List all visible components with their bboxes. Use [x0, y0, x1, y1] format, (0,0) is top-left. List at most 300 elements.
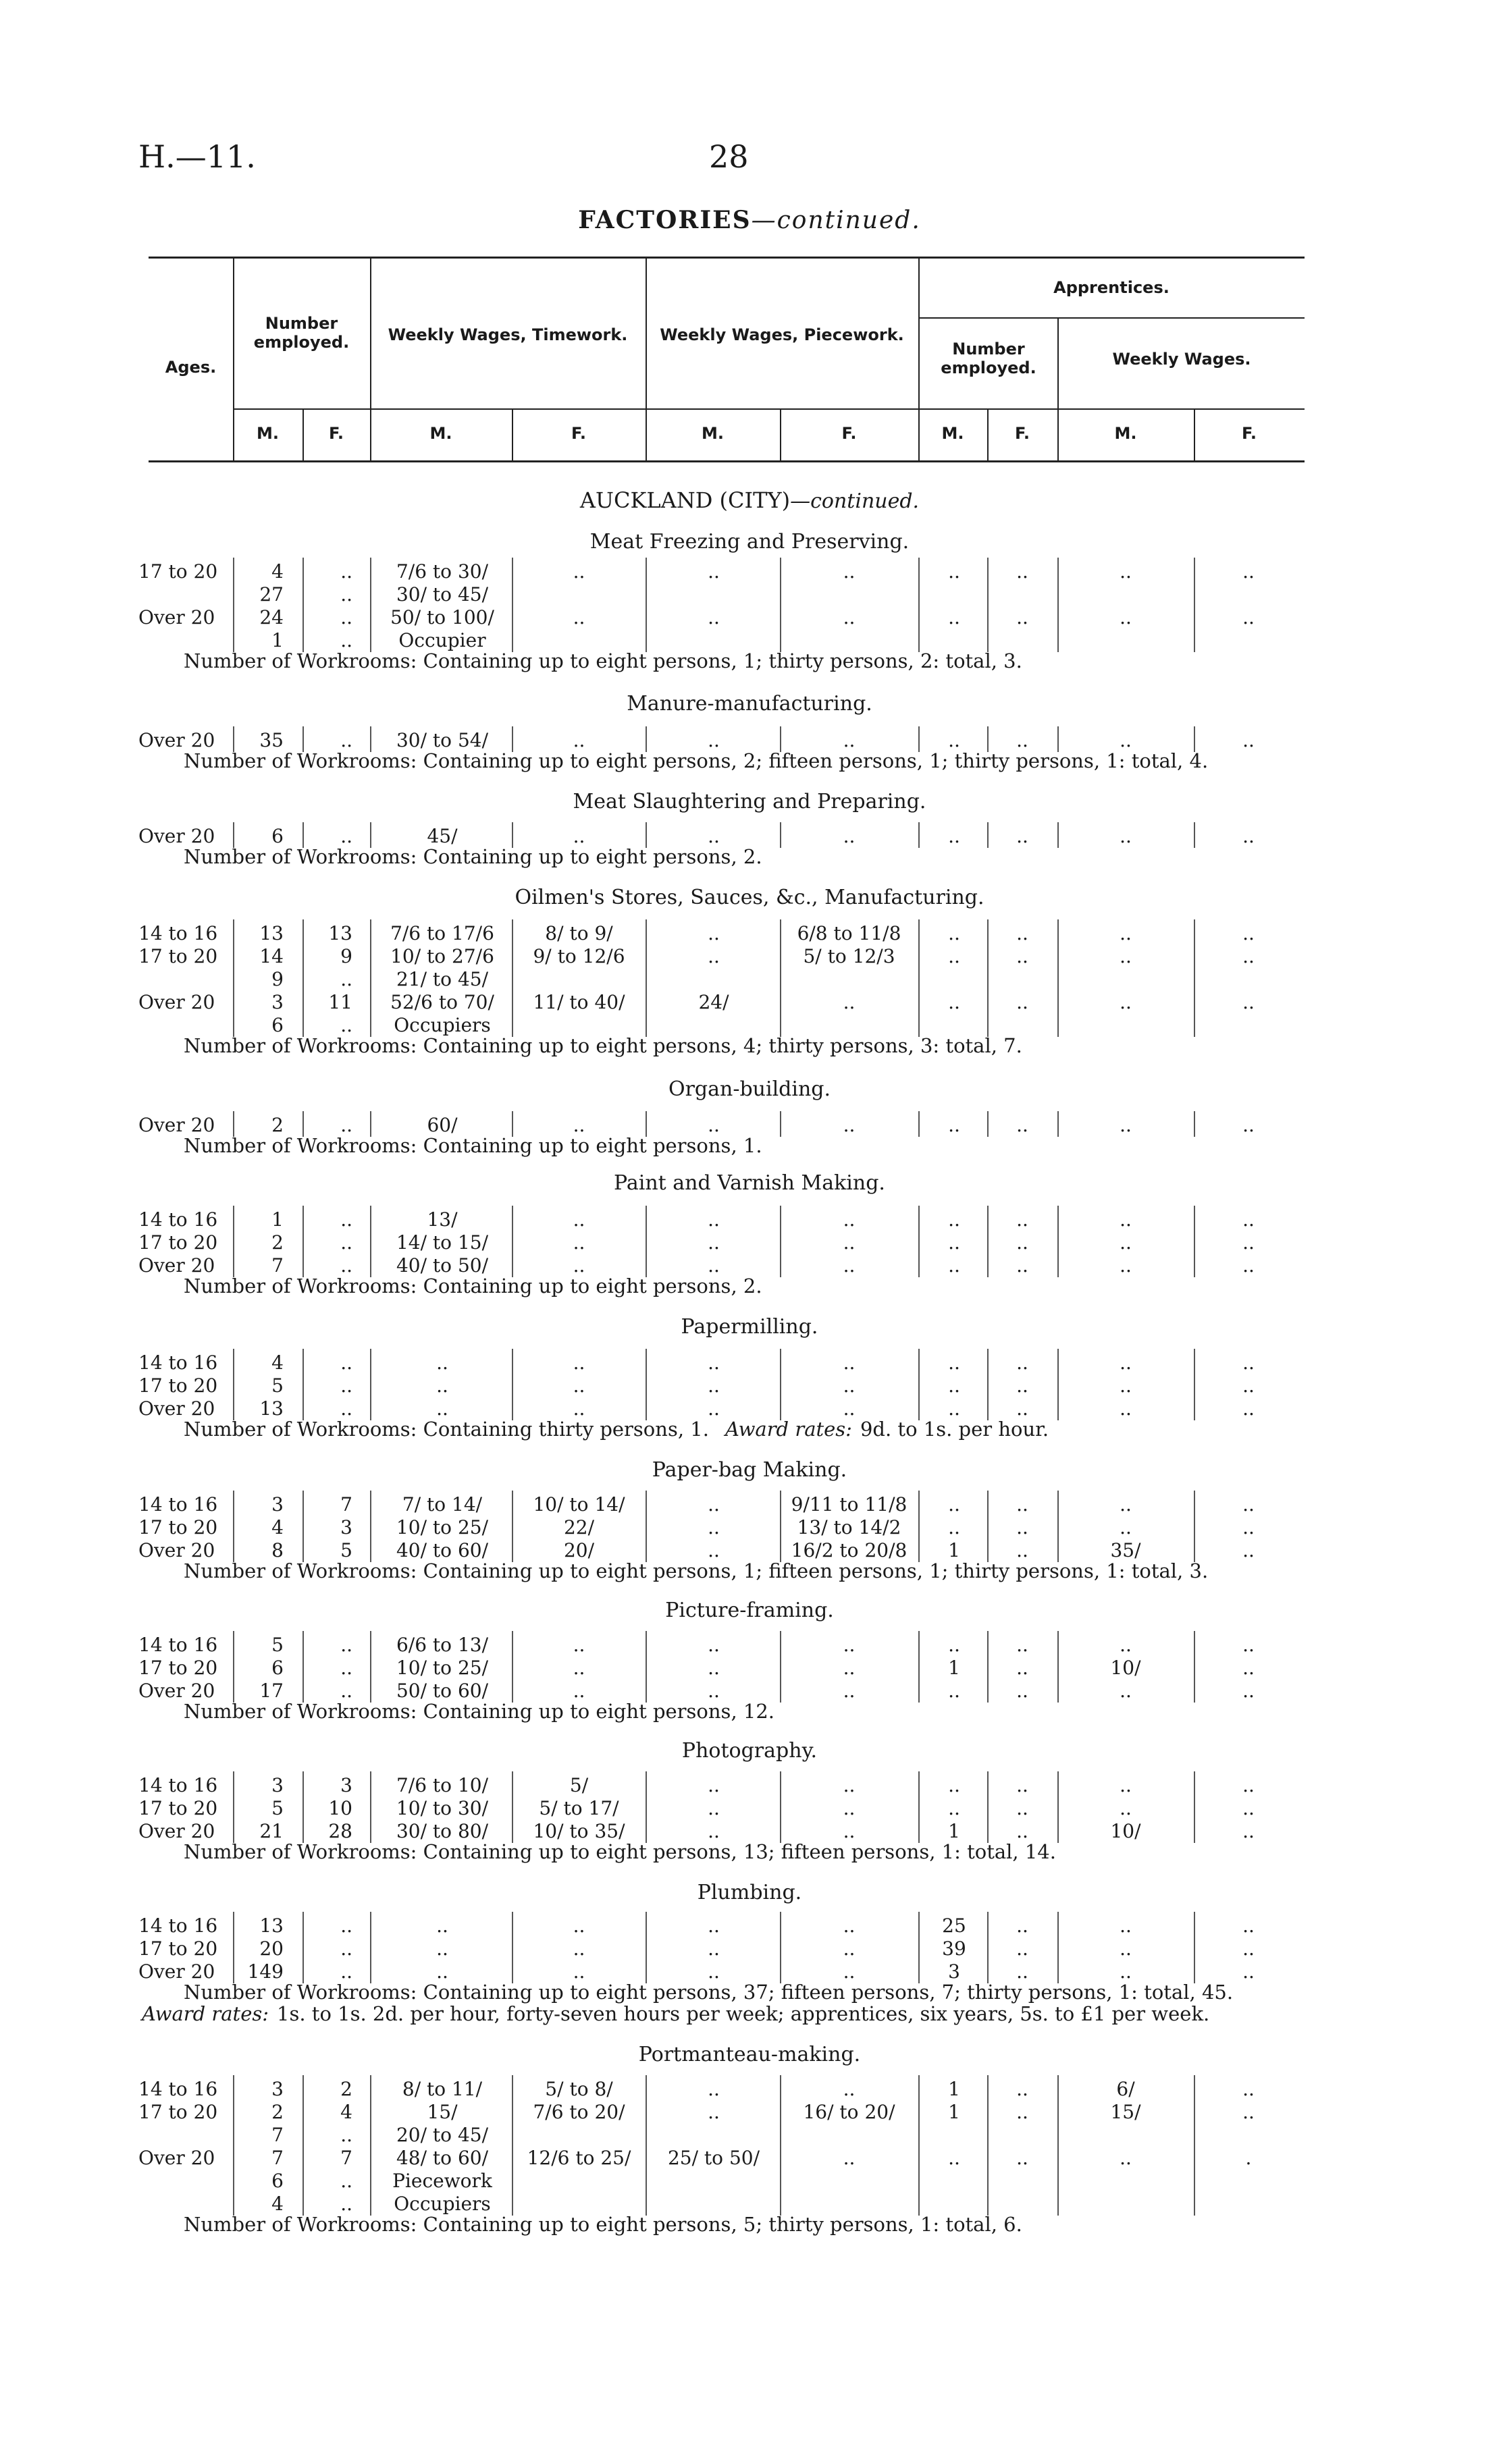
value-cell: .. [948, 1254, 960, 1277]
value-cell: 5/ to 8/ [545, 2078, 613, 2100]
table-row [0, 1516, 1499, 1539]
value-cell: .. [1016, 1374, 1028, 1397]
table-row [0, 1208, 1499, 1231]
value-cell: .. [340, 1351, 352, 1374]
value-cell: .. [1120, 945, 1132, 967]
value-cell: .. [573, 1208, 585, 1231]
value-cell: 50/ to 60/ [396, 1680, 489, 1702]
value-cell: 9 [271, 968, 284, 990]
value-cell: 5 [271, 1797, 284, 1819]
value-cell: .. [1120, 606, 1132, 628]
value-cell: .. [708, 1960, 720, 1983]
col-appr-wages: Weekly Wages. [1112, 350, 1251, 369]
value-cell: 8 [271, 1539, 284, 1561]
value-cell: 13 [259, 1914, 284, 1937]
value-cell: .. [843, 1351, 856, 1374]
value-cell: 25/ to 50/ [667, 2147, 760, 2169]
value-cell: .. [1016, 1797, 1028, 1819]
section-title: Organ-building. [668, 1077, 831, 1101]
section-title: Photography. [681, 1739, 818, 1763]
value-cell: .. [1016, 1539, 1028, 1561]
value-cell: 2 [271, 1231, 284, 1254]
table-row [0, 2170, 1499, 2193]
age-cell: Over 20 [138, 991, 215, 1013]
value-cell: 27 [259, 583, 284, 606]
value-cell: .. [340, 1634, 352, 1656]
age-cell: 17 to 20 [138, 1231, 218, 1254]
value-cell: .. [340, 1657, 352, 1679]
value-cell: .. [1242, 1680, 1255, 1702]
col-timework: Weekly Wages, Timework. [388, 325, 628, 344]
value-cell: .. [1242, 1539, 1255, 1561]
value-cell: .. [948, 1774, 960, 1796]
value-cell: 6/8 to 11/8 [797, 922, 901, 944]
table-row [0, 583, 1499, 606]
award-label: Award rates: [142, 2002, 269, 2025]
value-cell: .. [340, 1937, 352, 1960]
value-cell: 7 [271, 2124, 284, 2146]
table-row [0, 1397, 1499, 1420]
value-cell: .. [340, 2170, 352, 2192]
value-cell: .. [573, 1374, 585, 1397]
value-cell: .. [843, 1914, 856, 1937]
value-cell: 10/ to 27/6 [390, 945, 494, 967]
value-cell: .. [948, 560, 960, 583]
value-cell: .. [1120, 729, 1132, 751]
value-cell: 48/ to 60/ [396, 2147, 489, 2169]
age-cell: Over 20 [138, 825, 215, 847]
col-apprentices: Apprentices. [1053, 278, 1169, 297]
value-cell: 4 [271, 1516, 284, 1538]
value-cell: .. [1242, 1914, 1255, 1937]
value-cell: 20/ to 45/ [396, 2124, 489, 2146]
age-cell: 17 to 20 [138, 1657, 218, 1679]
value-cell: .. [708, 2101, 720, 2123]
value-cell: .. [1120, 1351, 1132, 1374]
value-cell: .. [1120, 1208, 1132, 1231]
value-cell: .. [1242, 991, 1255, 1013]
age-cell: Over 20 [138, 1680, 215, 1702]
value-cell: .. [708, 1774, 720, 1796]
workrooms-summary [184, 1418, 1049, 1441]
age-cell: Over 20 [138, 1820, 215, 1842]
value-cell: 7/6 to 20/ [533, 2101, 625, 2123]
value-cell: 12/6 to 25/ [527, 2147, 631, 2169]
value-cell: .. [573, 1937, 585, 1960]
section-title: Plumbing. [697, 1881, 802, 1904]
value-cell: .. [843, 729, 856, 751]
table-row [0, 1493, 1499, 1516]
value-cell: .. [1016, 1914, 1028, 1937]
value-cell: 1 [271, 629, 284, 651]
value-cell: .. [708, 1634, 720, 1656]
value-cell: .. [1120, 1937, 1132, 1960]
workrooms-summary: Number of Workrooms: Containing up to eight persons, 5; thirty persons, 1: total, 6. [184, 2213, 1022, 2236]
value-cell: .. [1242, 1254, 1255, 1277]
value-cell: 2 [271, 2101, 284, 2123]
age-cell: 14 to 16 [138, 1493, 218, 1516]
workrooms-summary: Number of Workrooms: Containing up to eight persons, 13; fifteen persons, 1: total, 14. [184, 1840, 1056, 1863]
age-cell: 14 to 16 [138, 1774, 218, 1796]
value-cell: .. [708, 1351, 720, 1374]
value-cell: .. [948, 1634, 960, 1656]
value-cell: .. [340, 1397, 352, 1420]
value-cell: 6 [271, 1014, 284, 1036]
value-cell: 1 [271, 1208, 284, 1231]
value-cell: .. [1242, 1820, 1255, 1842]
value-cell: .. [1120, 1774, 1132, 1796]
section-title: Portmanteau-making. [638, 2043, 861, 2066]
value-cell: 40/ to 60/ [396, 1539, 489, 1561]
value-cell: 1 [948, 2101, 960, 2123]
value-cell: .. [1016, 560, 1028, 583]
value-cell: .. [1120, 1680, 1132, 1702]
workrooms-summary: Number of Workrooms: Containing up to eight persons, 2. [184, 1275, 762, 1297]
value-cell: .. [948, 729, 960, 751]
title-main: FACTORIES [578, 206, 752, 234]
age-cell: 14 to 16 [138, 1351, 218, 1374]
value-cell: 4 [271, 560, 284, 583]
page-number: 28 [709, 138, 749, 175]
value-cell: .. [1120, 1493, 1132, 1516]
value-cell: .. [948, 991, 960, 1013]
section-title: Oilmen's Stores, Sauces, &c., Manufacturing. [515, 886, 984, 909]
value-cell: .. [708, 1657, 720, 1679]
col-f: F. [329, 424, 344, 443]
age-cell: 17 to 20 [138, 560, 218, 583]
value-cell: 13/ to 14/2 [797, 1516, 901, 1538]
value-cell: .. [1242, 1960, 1255, 1983]
age-cell: 14 to 16 [138, 922, 218, 944]
value-cell: 5/ [569, 1774, 589, 1796]
value-cell: .. [1242, 1397, 1255, 1420]
value-cell: 28 [328, 1820, 352, 1842]
value-cell: .. [948, 1516, 960, 1538]
age-cell: Over 20 [138, 1254, 215, 1277]
value-cell: 6 [271, 825, 284, 847]
col-m: M. [257, 424, 279, 443]
table-row [0, 1014, 1499, 1037]
value-cell: .. [708, 1114, 720, 1136]
value-cell: 35 [259, 729, 284, 751]
value-cell: 6/6 to 13/ [396, 1634, 489, 1656]
value-cell: 3 [340, 1774, 352, 1796]
award-text: 9d. to 1s. per hour. [860, 1418, 1049, 1441]
value-cell: .. [1016, 1397, 1028, 1420]
value-cell: .. [843, 1374, 856, 1397]
value-cell: 4 [271, 1351, 284, 1374]
value-cell: .. [1120, 560, 1132, 583]
value-cell: .. [573, 1680, 585, 1702]
value-cell: .. [708, 1680, 720, 1702]
value-cell: .. [948, 1493, 960, 1516]
value-cell: .. [1242, 922, 1255, 944]
value-cell: 7/6 to 17/6 [390, 922, 494, 944]
region-continued: —continued. [790, 489, 920, 513]
value-cell: .. [340, 1231, 352, 1254]
value-cell: .. [948, 1208, 960, 1231]
value-cell: 6 [271, 2170, 284, 2192]
value-cell: 8/ to 9/ [545, 922, 613, 944]
col-m: M. [429, 424, 452, 443]
workrooms-summary: Number of Workrooms: Containing up to eight persons, 2. [184, 845, 762, 868]
value-cell: .. [1242, 2078, 1255, 2100]
value-cell: .. [708, 1231, 720, 1254]
value-cell: .. [708, 1914, 720, 1937]
value-cell: .. [1242, 729, 1255, 751]
table-row [0, 1657, 1499, 1680]
value-cell: .. [340, 968, 352, 990]
value-cell: .. [708, 1397, 720, 1420]
value-cell: 10 [328, 1797, 352, 1819]
table-row [0, 729, 1499, 752]
value-cell: .. [708, 1374, 720, 1397]
value-cell: .. [843, 2147, 856, 2169]
value-cell: .. [1016, 1960, 1028, 1983]
value-cell: .. [1120, 991, 1132, 1013]
col-piecework: Weekly Wages, Piecework. [660, 325, 904, 344]
value-cell: .. [573, 1351, 585, 1374]
value-cell: .. [340, 1254, 352, 1277]
age-cell: 14 to 16 [138, 1634, 218, 1656]
table-row [0, 606, 1499, 629]
value-cell: .. [436, 1397, 448, 1420]
value-cell: 15/ [1110, 2101, 1141, 2123]
age-cell: Over 20 [138, 2147, 215, 2169]
value-cell: 30/ to 80/ [396, 1820, 489, 1842]
value-cell: .. [1016, 1774, 1028, 1796]
table-row [0, 1914, 1499, 1937]
value-cell: 40/ to 50/ [396, 1254, 489, 1277]
value-cell: .. [708, 2078, 720, 2100]
value-cell: .. [340, 2124, 352, 2146]
table-row [0, 1539, 1499, 1562]
document-code: H.—11. [138, 138, 256, 175]
value-cell: 9/11 to 11/8 [791, 1493, 908, 1516]
value-cell: .. [948, 1231, 960, 1254]
value-cell: 7/6 to 10/ [396, 1774, 489, 1796]
value-cell: .. [1242, 945, 1255, 967]
value-cell: .. [948, 825, 960, 847]
table-row [0, 1374, 1499, 1397]
value-cell: .. [1016, 922, 1028, 944]
value-cell: .. [340, 1680, 352, 1702]
value-cell: .. [1242, 1937, 1255, 1960]
value-cell: 20 [259, 1937, 284, 1960]
value-cell: .. [1120, 1516, 1132, 1538]
value-cell: 39 [942, 1937, 966, 1960]
value-cell: 3 [271, 991, 284, 1013]
value-cell: .. [1016, 991, 1028, 1013]
value-cell: .. [1016, 1634, 1028, 1656]
table-row [0, 1231, 1499, 1254]
value-cell: 3 [948, 1960, 960, 1983]
value-cell: 5 [271, 1634, 284, 1656]
col-number-employed: Number employed. [253, 314, 350, 352]
value-cell: .. [948, 1797, 960, 1819]
value-cell: .. [1120, 1231, 1132, 1254]
value-cell: .. [573, 1960, 585, 1983]
col-m: M. [702, 424, 724, 443]
age-cell: 17 to 20 [138, 945, 218, 967]
value-cell: .. [1016, 729, 1028, 751]
value-cell: 17 [259, 1680, 284, 1702]
value-cell: .. [843, 1254, 856, 1277]
workrooms-summary: Number of Workrooms: Containing up to eight persons, 1. [184, 1134, 762, 1157]
table-row [0, 1774, 1499, 1797]
col-m: M. [1114, 424, 1137, 443]
value-cell: 16/ to 20/ [803, 2101, 895, 2123]
age-cell: 14 to 16 [138, 1208, 218, 1231]
value-cell: 3 [271, 1493, 284, 1516]
value-cell: .. [1016, 1493, 1028, 1516]
table-row [0, 1960, 1499, 1983]
value-cell: 10/ [1110, 1657, 1141, 1679]
age-cell: 14 to 16 [138, 2078, 218, 2100]
value-cell: .. [573, 729, 585, 751]
value-cell: .. [1120, 2147, 1132, 2169]
value-cell: .. [1242, 1351, 1255, 1374]
value-cell: 1 [948, 1820, 960, 1842]
value-cell: .. [708, 1797, 720, 1819]
value-cell: .. [843, 1208, 856, 1231]
value-cell: .. [1120, 1914, 1132, 1937]
value-cell: .. [948, 1397, 960, 1420]
value-cell: .. [1016, 1680, 1028, 1702]
section-title: Meat Slaughtering and Preparing. [573, 790, 926, 813]
award-text: 1s. to 1s. 2d. per hour, forty-seven hours per week; apprentices, six years, 5s. to £1 per week. [277, 2002, 1210, 2025]
value-cell: .. [1242, 606, 1255, 628]
value-cell: 5/ to 17/ [539, 1797, 619, 1819]
value-cell: 3 [340, 1516, 352, 1538]
section-title: Picture-framing. [665, 1599, 834, 1622]
value-cell: .. [340, 606, 352, 628]
value-cell: .. [843, 1231, 856, 1254]
age-cell: Over 20 [138, 606, 215, 628]
value-cell: 7 [271, 2147, 284, 2169]
value-cell: 10/ to 30/ [396, 1797, 489, 1819]
section-title: Paper-bag Making. [652, 1458, 847, 1482]
value-cell: 5/ to 12/3 [803, 945, 895, 967]
age-cell: 17 to 20 [138, 2101, 218, 2123]
value-cell: .. [1242, 825, 1255, 847]
value-cell: .. [340, 729, 352, 751]
value-cell: .. [708, 1208, 720, 1231]
value-cell: .. [1242, 1114, 1255, 1136]
value-cell: 1 [948, 1539, 960, 1561]
workrooms-summary: Number of Workrooms: Containing up to eight persons, 1; fifteen persons, 1; thirty persons, 1: total, 3. [184, 1559, 1209, 1582]
workrooms-summary: Number of Workrooms: Containing up to eight persons, 2; fifteen persons, 1; thirty persons, 1: total, 4. [184, 749, 1209, 772]
value-cell: .. [843, 991, 856, 1013]
value-cell: .. [843, 1114, 856, 1136]
value-cell: .. [1242, 560, 1255, 583]
age-cell: Over 20 [138, 1960, 215, 1983]
value-cell: 15/ [427, 2101, 458, 2123]
value-cell: .. [1242, 1231, 1255, 1254]
value-cell: .. [843, 825, 856, 847]
value-cell: 7/6 to 30/ [396, 560, 489, 583]
value-cell: 10/ to 25/ [396, 1516, 489, 1538]
table-row [0, 1634, 1499, 1657]
age-cell: Over 20 [138, 729, 215, 751]
value-cell: .. [340, 1014, 352, 1036]
value-cell: Occupiers [394, 1014, 491, 1036]
title-continued: —continued. [751, 207, 921, 234]
col-appr-number: Number employed. [941, 340, 1036, 377]
value-cell: .. [1242, 2101, 1255, 2123]
value-cell: .. [1242, 1374, 1255, 1397]
value-cell: 22/ [563, 1516, 595, 1538]
value-cell: . [1245, 2147, 1252, 2169]
table-row [0, 1254, 1499, 1277]
value-cell: .. [708, 1539, 720, 1561]
value-cell: 4 [271, 2193, 284, 2215]
value-cell: .. [1120, 1634, 1132, 1656]
value-cell: .. [573, 1254, 585, 1277]
value-cell: .. [843, 2078, 856, 2100]
value-cell: .. [708, 825, 720, 847]
value-cell: .. [1016, 2101, 1028, 2123]
value-cell: 50/ to 100/ [390, 606, 494, 628]
table-row [0, 560, 1499, 583]
value-cell: .. [340, 1114, 352, 1136]
table-row [0, 2101, 1499, 2124]
value-cell: .. [948, 606, 960, 628]
table-row [0, 629, 1499, 652]
value-cell: .. [1016, 1114, 1028, 1136]
value-cell: .. [1120, 825, 1132, 847]
value-cell: .. [1242, 1774, 1255, 1796]
value-cell: 5 [340, 1539, 352, 1561]
value-cell: .. [1016, 1231, 1028, 1254]
value-cell: 14 [259, 945, 284, 967]
value-cell: 1 [948, 2078, 960, 2100]
value-cell: .. [1016, 606, 1028, 628]
table-row [0, 1797, 1499, 1820]
value-cell: .. [708, 560, 720, 583]
table-row [0, 2078, 1499, 2101]
table-row [0, 2124, 1499, 2147]
value-cell: 20/ [563, 1539, 595, 1561]
value-cell: .. [948, 1374, 960, 1397]
value-cell: 30/ to 54/ [396, 729, 489, 751]
value-cell: .. [340, 1208, 352, 1231]
value-cell: 8/ to 11/ [402, 2078, 483, 2100]
value-cell: .. [708, 922, 720, 944]
value-cell: .. [1242, 1516, 1255, 1538]
value-cell: 1 [948, 1657, 960, 1679]
value-cell: .. [708, 606, 720, 628]
col-m: M. [941, 424, 964, 443]
value-cell: 24 [259, 606, 284, 628]
value-cell: .. [843, 1397, 856, 1420]
section-title: Paint and Varnish Making. [614, 1171, 885, 1195]
value-cell: 60/ [427, 1114, 458, 1136]
value-cell: .. [340, 583, 352, 606]
value-cell: .. [573, 1397, 585, 1420]
value-cell: 7 [271, 1254, 284, 1277]
section-title: Papermilling. [681, 1315, 818, 1339]
value-cell: .. [843, 1820, 856, 1842]
value-cell: .. [573, 1657, 585, 1679]
table-row [0, 922, 1499, 945]
value-cell: 9/ to 12/6 [533, 945, 625, 967]
value-cell: .. [1120, 1374, 1132, 1397]
value-cell: 30/ to 45/ [396, 583, 489, 606]
table-row [0, 1937, 1499, 1960]
workrooms-summary: Number of Workrooms: Containing up to eight persons, 1; thirty persons, 2: total, 3. [184, 649, 1022, 672]
value-cell: 4 [340, 2101, 352, 2123]
